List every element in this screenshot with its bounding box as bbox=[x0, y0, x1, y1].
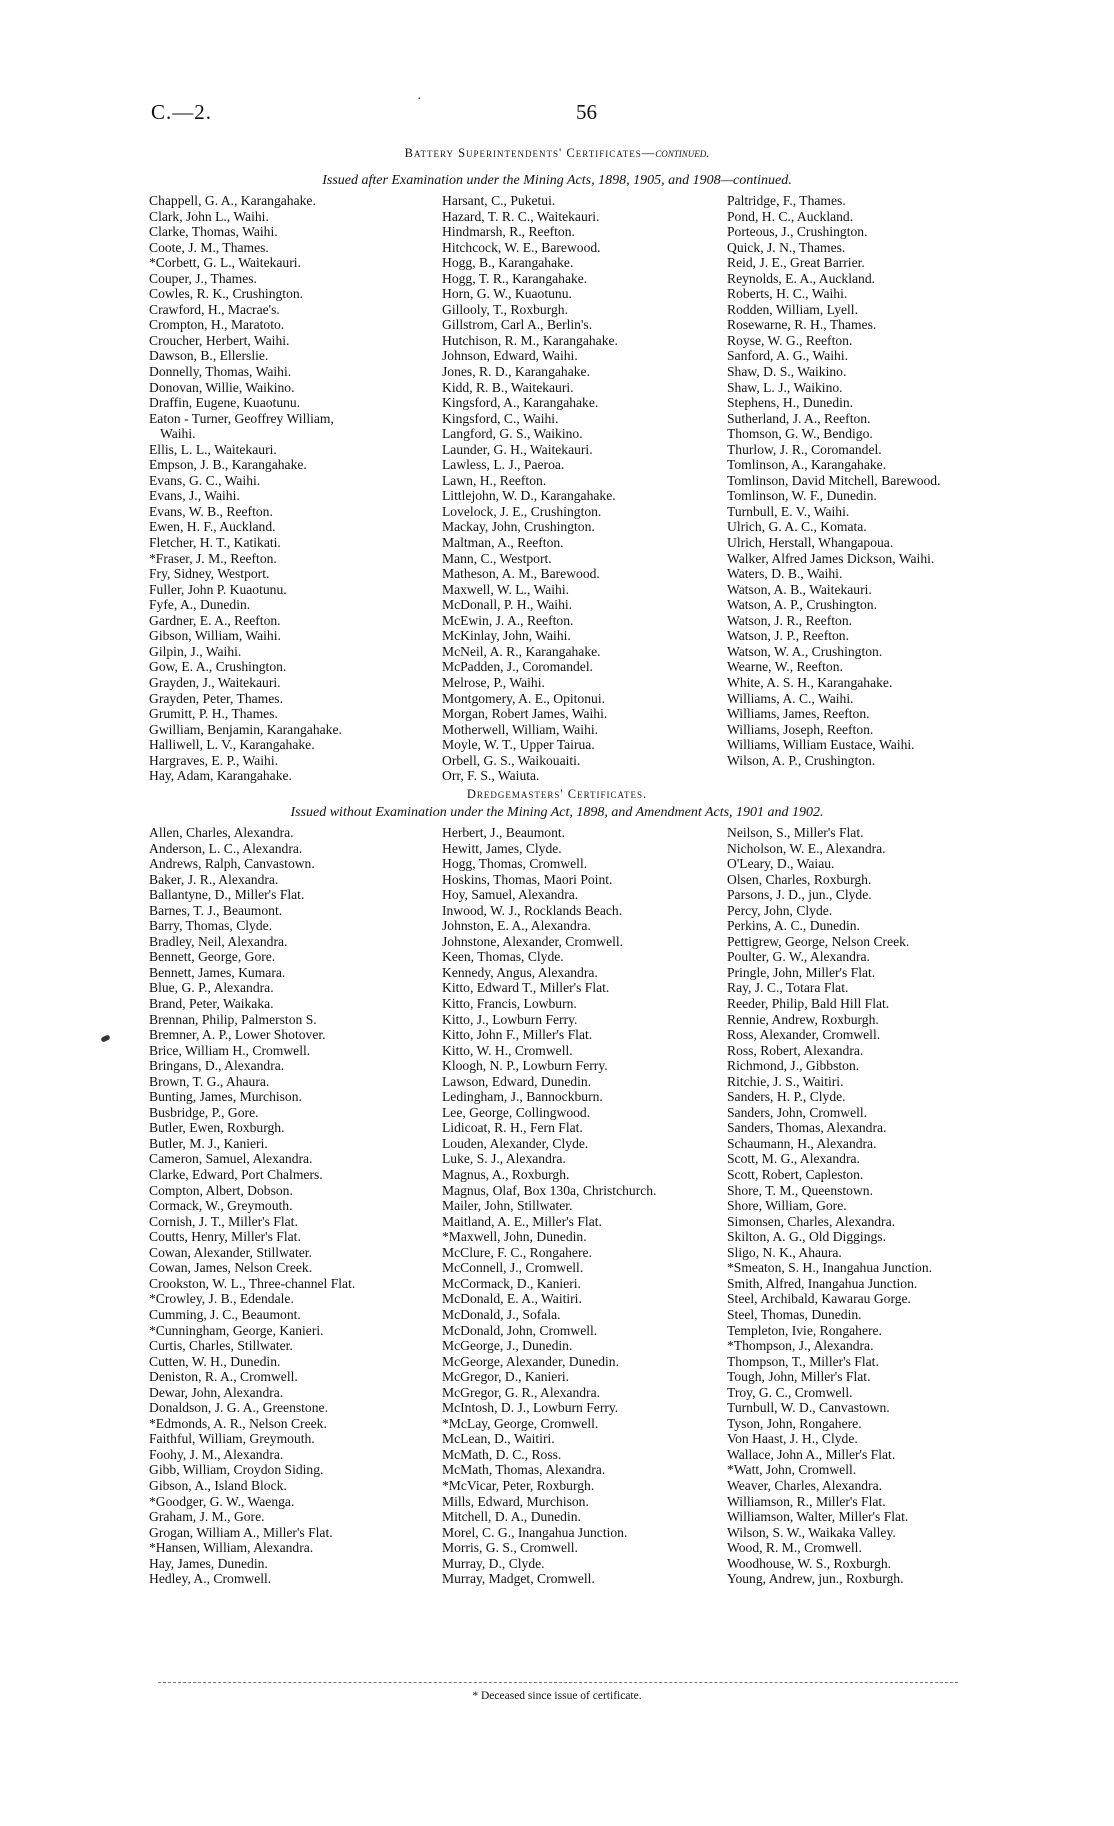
list-item: Orr, F. S., Waiuta. bbox=[442, 768, 540, 784]
list-item: Percy, John, Clyde. bbox=[727, 902, 833, 918]
list-item: Bremner, A. P., Lower Shotover. bbox=[149, 1027, 326, 1043]
list-item: Paltridge, F., Thames. bbox=[727, 193, 846, 208]
list-item: Ross, Alexander, Cromwell. bbox=[727, 1027, 881, 1043]
page-number: 56 bbox=[576, 100, 597, 124]
list-item: Woodhouse, W. S., Roxburgh. bbox=[727, 1555, 892, 1571]
battery-section-title bbox=[0, 146, 1114, 161]
list-item: *Corbett, G. L., Waitekauri. bbox=[149, 255, 301, 271]
list-item: Gillstrom, Carl A., Berlin's. bbox=[442, 317, 593, 333]
list-item: Cowan, Alexander, Stillwater. bbox=[149, 1244, 312, 1260]
list-item: Mann, C., Westport. bbox=[442, 550, 552, 566]
list-item: Ledingham, J., Bannockburn. bbox=[442, 1089, 603, 1105]
list-item: Harsant, C., Puketui. bbox=[442, 193, 556, 208]
list-item: Rodden, William, Lyell. bbox=[727, 301, 858, 317]
list-item: Launder, G. H., Waitekauri. bbox=[442, 441, 593, 457]
list-item: Von Haast, J. H., Clyde. bbox=[727, 1431, 858, 1447]
list-item: Hay, James, Dunedin. bbox=[149, 1555, 268, 1571]
list-item: Donovan, Willie, Waikino. bbox=[149, 379, 295, 395]
list-item: Cumming, J. C., Beaumont. bbox=[149, 1306, 301, 1322]
list-item: Littlejohn, W. D., Karangahake. bbox=[442, 488, 616, 504]
list-item: Watson, W. A., Crushington. bbox=[727, 643, 883, 659]
list-item: Simonsen, Charles, Alexandra. bbox=[727, 1213, 896, 1229]
list-item: Crompton, H., Maratoto. bbox=[149, 317, 285, 333]
list-item: Gibson, William, Waihi. bbox=[149, 628, 281, 644]
list-item: Tomlinson, W. F., Dunedin. bbox=[727, 488, 877, 504]
list-item: Tough, John, Miller's Flat. bbox=[727, 1369, 871, 1385]
list-item: Deniston, R. A., Cromwell. bbox=[149, 1369, 298, 1385]
list-item: Maxwell, W. L., Waihi. bbox=[442, 581, 570, 597]
list-item: McEwin, J. A., Reefton. bbox=[442, 612, 574, 628]
list-item: Johnston, E. A., Alexandra. bbox=[442, 918, 591, 934]
list-item: Tomlinson, David Mitchell, Barewood. bbox=[727, 472, 941, 488]
list-item: Motherwell, William, Waihi. bbox=[442, 721, 599, 737]
list-item: Andrews, Ralph, Canvastown. bbox=[149, 856, 315, 872]
list-item: Maitland, A. E., Miller's Flat. bbox=[442, 1213, 602, 1229]
list-item: Magnus, A., Roxburgh. bbox=[442, 1167, 570, 1183]
list-item: Hogg, Thomas, Cromwell. bbox=[442, 856, 588, 872]
list-item: Ross, Robert, Alexandra. bbox=[727, 1042, 864, 1058]
list-item: Butler, M. J., Kanieri. bbox=[149, 1135, 268, 1151]
dredgemasters-section-subtitle: Issued without Examination under the Mining Act, 1898, and Amendment Acts, 1901 and 1902. bbox=[290, 805, 824, 820]
list-item: Magnus, Olaf, Box 130a, Christchurch. bbox=[442, 1182, 657, 1198]
list-item: Tyson, John, Rongahere. bbox=[727, 1415, 862, 1431]
battery-column-2 bbox=[442, 193, 618, 784]
list-item: Sanders, John, Cromwell. bbox=[727, 1104, 868, 1120]
list-item: McClure, F. C., Rongahere. bbox=[442, 1244, 592, 1260]
list-item: *Crowley, J. B., Edendale. bbox=[149, 1291, 294, 1307]
list-item: Brown, T. G., Ahaura. bbox=[149, 1073, 270, 1089]
list-item: Gardner, E. A., Reefton. bbox=[149, 612, 281, 628]
list-item: Gibson, A., Island Block. bbox=[149, 1477, 287, 1493]
list-item: Wilson, S. W., Waikaka Valley. bbox=[727, 1524, 896, 1540]
list-item: Gilpin, J., Waihi. bbox=[149, 643, 242, 659]
list-item: Lawless, L. J., Paeroa. bbox=[442, 457, 565, 473]
list-item: Evans, J., Waihi. bbox=[149, 488, 240, 504]
list-item: Brand, Peter, Waikaka. bbox=[149, 996, 274, 1012]
list-item: Clark, John L., Waihi. bbox=[149, 208, 269, 224]
list-item: Eaton - Turner, Geoffrey William, bbox=[149, 410, 334, 426]
list-item: Troy, G. C., Cromwell. bbox=[727, 1384, 853, 1400]
footnote-rule bbox=[158, 1682, 958, 1683]
list-item: *McVicar, Peter, Roxburgh. bbox=[442, 1477, 595, 1493]
list-item: Louden, Alexander, Clyde. bbox=[442, 1135, 589, 1151]
list-item: Bringans, D., Alexandra. bbox=[149, 1058, 285, 1074]
list-item: Hogg, B., Karangahake. bbox=[442, 255, 574, 271]
list-item: Chappell, G. A., Karangahake. bbox=[149, 193, 316, 208]
list-item: Coote, J. M., Thames. bbox=[149, 239, 269, 255]
list-item: Fletcher, H. T., Katikati. bbox=[149, 535, 281, 551]
list-item: Perkins, A. C., Dunedin. bbox=[727, 918, 860, 934]
list-item: Graham, J. M., Gore. bbox=[149, 1509, 265, 1525]
list-item: Williamson, Walter, Miller's Flat. bbox=[727, 1509, 909, 1525]
list-item: Blue, G. P., Alexandra. bbox=[149, 980, 274, 996]
list-item: Cornish, J. T., Miller's Flat. bbox=[149, 1213, 298, 1229]
list-item: Orbell, G. S., Waikouaiti. bbox=[442, 752, 581, 768]
list-item: Brennan, Philip, Palmerston S. bbox=[149, 1011, 317, 1027]
list-item: Skilton, A. G., Old Diggings. bbox=[727, 1229, 886, 1245]
list-item: Maltman, A., Reefton. bbox=[442, 535, 564, 551]
list-item: Wallace, John A., Miller's Flat. bbox=[727, 1446, 896, 1462]
list-item: Clarke, Thomas, Waihi. bbox=[149, 224, 278, 240]
list-item: White, A. S. H., Karangahake. bbox=[727, 674, 893, 690]
list-item: Kitto, W. H., Cromwell. bbox=[442, 1042, 573, 1058]
list-item: Thomson, G. W., Bendigo. bbox=[727, 426, 873, 442]
list-item: Herbert, J., Beaumont. bbox=[442, 825, 566, 840]
list-item: Grogan, William A., Miller's Flat. bbox=[149, 1524, 333, 1540]
list-item: Cutten, W. H., Dunedin. bbox=[149, 1353, 281, 1369]
list-item: O'Leary, D., Waiau. bbox=[727, 856, 835, 872]
list-item: Shore, William, Gore. bbox=[727, 1198, 847, 1214]
list-item: Pond, H. C., Auckland. bbox=[727, 208, 854, 224]
list-item: Barry, Thomas, Clyde. bbox=[149, 918, 273, 934]
page-identifier: C.—2. bbox=[151, 100, 213, 124]
list-item: Baker, J. R., Alexandra. bbox=[149, 871, 279, 887]
list-item: Anderson, L. C., Alexandra. bbox=[149, 840, 303, 856]
list-item: Hedley, A., Cromwell. bbox=[149, 1571, 272, 1587]
dredgemasters-column-2 bbox=[442, 825, 656, 1587]
list-item: Sanders, H. P., Clyde. bbox=[727, 1089, 846, 1105]
list-item: Evans, W. B., Reefton. bbox=[149, 503, 273, 519]
list-item: Mackay, John, Crushington. bbox=[442, 519, 595, 535]
list-item: McGeorge, Alexander, Dunedin. bbox=[442, 1353, 620, 1369]
list-item: Wearne, W., Reefton. bbox=[727, 659, 843, 675]
list-item: Kidd, R. B., Waitekauri. bbox=[442, 379, 574, 395]
list-item: Watson, A. P., Crushington. bbox=[727, 597, 877, 613]
list-item: McGeorge, J., Dunedin. bbox=[442, 1338, 573, 1354]
list-item: Quick, J. N., Thames. bbox=[727, 239, 846, 255]
list-item: Wilson, A. P., Crushington. bbox=[727, 752, 876, 768]
list-item: Shaw, D. S., Waikino. bbox=[727, 364, 847, 380]
list-item: McMath, D. C., Ross. bbox=[442, 1446, 562, 1462]
list-item: Nicholson, W. E., Alexandra. bbox=[727, 840, 886, 856]
list-item: Weaver, Charles, Alexandra. bbox=[727, 1477, 882, 1493]
list-item: Hutchison, R. M., Karangahake. bbox=[442, 332, 618, 348]
list-item: *Watt, John, Cromwell. bbox=[727, 1462, 857, 1478]
list-item: Moyle, W. T., Upper Tairua. bbox=[442, 737, 595, 753]
list-item: Mailer, John, Stillwater. bbox=[442, 1198, 573, 1214]
list-item: Morgan, Robert James, Waihi. bbox=[442, 706, 608, 722]
list-item: Hay, Adam, Karangahake. bbox=[149, 768, 292, 784]
list-item: Matheson, A. M., Barewood. bbox=[442, 566, 600, 582]
battery-column-3 bbox=[727, 193, 941, 768]
list-item: Fry, Sidney, Westport. bbox=[149, 566, 270, 582]
list-item: Barnes, T. J., Beaumont. bbox=[149, 902, 283, 918]
list-item: Hoskins, Thomas, Maori Point. bbox=[442, 871, 613, 887]
list-item: Pringle, John, Miller's Flat. bbox=[727, 964, 876, 980]
list-item: Crookston, W. L., Three-channel Flat. bbox=[149, 1275, 356, 1291]
list-item: Thurlow, J. R., Coromandel. bbox=[727, 441, 882, 457]
list-item: Olsen, Charles, Roxburgh. bbox=[727, 871, 872, 887]
list-item: *Fraser, J. M., Reefton. bbox=[149, 550, 277, 566]
list-item: Kloogh, N. P., Lowburn Ferry. bbox=[442, 1058, 608, 1074]
list-item: Wood, R. M., Cromwell. bbox=[727, 1540, 862, 1556]
list-item: Gillooly, T., Roxburgh. bbox=[442, 301, 568, 317]
list-item: Ulrich, Herstall, Whangapoua. bbox=[727, 535, 894, 551]
list-item: Reynolds, E. A., Auckland. bbox=[727, 270, 876, 286]
list-item: Clarke, Edward, Port Chalmers. bbox=[149, 1167, 323, 1183]
list-item: Donnelly, Thomas, Waihi. bbox=[149, 364, 292, 380]
battery-title-text: Battery Superintendents' Certificates— bbox=[404, 146, 656, 160]
list-item: Thompson, T., Miller's Flat. bbox=[727, 1353, 879, 1369]
list-item: Donaldson, J. G. A., Greenstone. bbox=[149, 1400, 328, 1416]
footnote: * Deceased since issue of certificate. bbox=[472, 1690, 642, 1702]
list-item: Sutherland, J. A., Reefton. bbox=[727, 410, 871, 426]
list-item: Rosewarne, R. H., Thames. bbox=[727, 317, 877, 333]
list-item: Kingsford, C., Waihi. bbox=[442, 410, 559, 426]
ink-mark: · bbox=[417, 92, 422, 107]
list-item: Curtis, Charles, Stillwater. bbox=[149, 1338, 293, 1354]
list-item: Fuller, John P. Kuaotunu. bbox=[149, 581, 287, 597]
list-item: Grumitt, P. H., Thames. bbox=[149, 706, 278, 722]
list-item: Grayden, J., Waitekauri. bbox=[149, 674, 281, 690]
list-item: Williams, William Eustace, Waihi. bbox=[727, 737, 915, 753]
list-item: Mitchell, D. A., Dunedin. bbox=[442, 1509, 581, 1525]
list-item: *Cunningham, George, Kanieri. bbox=[149, 1322, 324, 1338]
list-item: Watson, J. R., Reefton. bbox=[727, 612, 853, 628]
list-item: McKinlay, John, Waihi. bbox=[442, 628, 571, 644]
list-item: Waihi. bbox=[160, 426, 196, 442]
list-item: Murray, Madget, Cromwell. bbox=[442, 1571, 595, 1587]
list-item: Langford, G. S., Waikino. bbox=[442, 426, 583, 442]
list-item: Couper, J., Thames. bbox=[149, 270, 257, 286]
list-item: McDonald, E. A., Waitiri. bbox=[442, 1291, 582, 1307]
list-item: *Smeaton, S. H., Inangahua Junction. bbox=[727, 1260, 933, 1276]
list-item: Pettigrew, George, Nelson Creek. bbox=[727, 933, 910, 949]
list-item: Gibb, William, Croydon Siding. bbox=[149, 1462, 324, 1478]
list-item: Murray, D., Clyde. bbox=[442, 1555, 545, 1571]
list-item: Hazard, T. R. C., Waitekauri. bbox=[442, 208, 600, 224]
list-item: McDonald, John, Cromwell. bbox=[442, 1322, 598, 1338]
list-item: Williams, A. C., Waihi. bbox=[727, 690, 854, 706]
list-item: Coutts, Henry, Miller's Flat. bbox=[149, 1229, 301, 1245]
list-item: McGregor, G. R., Alexandra. bbox=[442, 1384, 601, 1400]
list-item: *Thompson, J., Alexandra. bbox=[727, 1338, 874, 1354]
list-item: Foohy, J. M., Alexandra. bbox=[149, 1446, 284, 1462]
list-item: Kitto, J., Lowburn Ferry. bbox=[442, 1011, 578, 1027]
list-item: Stephens, H., Dunedin. bbox=[727, 395, 854, 411]
list-item: *Hansen, William, Alexandra. bbox=[149, 1540, 314, 1556]
list-item: Templeton, Ivie, Rongahere. bbox=[727, 1322, 882, 1338]
list-item: Williams, James, Reefton. bbox=[727, 706, 870, 722]
list-item: Bunting, James, Murchison. bbox=[149, 1089, 302, 1105]
list-item: Dawson, B., Ellerslie. bbox=[149, 348, 269, 364]
list-item: Watson, J. P., Reefton. bbox=[727, 628, 849, 644]
list-item: Busbridge, P., Gore. bbox=[149, 1104, 259, 1120]
list-item: Shore, T. M., Queenstown. bbox=[727, 1182, 873, 1198]
list-item: Melrose, P., Waihi. bbox=[442, 674, 545, 690]
list-item: Inwood, W. J., Rocklands Beach. bbox=[442, 902, 623, 918]
list-item: Luke, S. J., Alexandra. bbox=[442, 1151, 566, 1167]
list-item: *McLay, George, Cromwell. bbox=[442, 1415, 599, 1431]
list-item: Ewen, H. F., Auckland. bbox=[149, 519, 276, 535]
list-item: *Edmonds, A. R., Nelson Creek. bbox=[149, 1415, 327, 1431]
list-item: Kitto, John F., Miller's Flat. bbox=[442, 1027, 593, 1043]
list-item: Williams, Joseph, Reefton. bbox=[727, 721, 874, 737]
list-item: Hoy, Samuel, Alexandra. bbox=[442, 887, 579, 903]
list-item: Horn, G. W., Kuaotunu. bbox=[442, 286, 572, 302]
list-item: Williamson, R., Miller's Flat. bbox=[727, 1493, 886, 1509]
list-item: Lawn, H., Reefton. bbox=[442, 472, 547, 488]
list-item: Kitto, Edward T., Miller's Flat. bbox=[442, 980, 610, 996]
list-item: Royse, W. G., Reefton. bbox=[727, 332, 853, 348]
list-item: Steel, Archibald, Kawarau Gorge. bbox=[727, 1291, 911, 1307]
list-item: Sanders, Thomas, Alexandra. bbox=[727, 1120, 887, 1136]
list-item: Allen, Charles, Alexandra. bbox=[149, 825, 294, 840]
list-item: Schaumann, H., Alexandra. bbox=[727, 1135, 877, 1151]
list-item: McDonald, J., Sofala. bbox=[442, 1306, 561, 1322]
list-item: Croucher, Herbert, Waihi. bbox=[149, 332, 290, 348]
dredgemasters-column-3 bbox=[727, 825, 932, 1587]
list-item: Hewitt, James, Clyde. bbox=[442, 840, 562, 856]
list-item: Smith, Alfred, Inangahua Junction. bbox=[727, 1275, 918, 1291]
list-item: Turnbull, E. V., Waihi. bbox=[727, 503, 850, 519]
list-item: McIntosh, D. J., Lowburn Ferry. bbox=[442, 1400, 619, 1416]
battery-title-continued: continued. bbox=[655, 146, 710, 160]
list-item: Faithful, William, Greymouth. bbox=[149, 1431, 315, 1447]
list-item: Young, Andrew, jun., Roxburgh. bbox=[727, 1571, 904, 1587]
battery-column-1 bbox=[149, 193, 342, 784]
list-item: Empson, J. B., Karangahake. bbox=[149, 457, 307, 473]
list-item: Ritchie, J. S., Waitiri. bbox=[727, 1073, 844, 1089]
list-item: Draffin, Eugene, Kuaotunu. bbox=[149, 395, 301, 411]
list-item: Ulrich, G. A. C., Komata. bbox=[727, 519, 867, 535]
list-item: Lee, George, Collingwood. bbox=[442, 1104, 591, 1120]
list-item: Rennie, Andrew, Roxburgh. bbox=[727, 1011, 879, 1027]
list-item: Fyfe, A., Dunedin. bbox=[149, 597, 251, 613]
list-item: Hargraves, E. P., Waihi. bbox=[149, 752, 279, 768]
list-item: McCormack, D., Kanieri. bbox=[442, 1275, 581, 1291]
list-item: Tomlinson, A., Karangahake. bbox=[727, 457, 887, 473]
list-item: Johnstone, Alexander, Cromwell. bbox=[442, 933, 624, 949]
list-item: Lidicoat, R. H., Fern Flat. bbox=[442, 1120, 583, 1136]
list-item: Scott, Robert, Capleston. bbox=[727, 1167, 864, 1183]
battery-section-subtitle: Issued after Examination under the Mining Acts, 1898, 1905, and 1908—continued. bbox=[322, 173, 792, 188]
list-item: Watson, A. B., Waitekauri. bbox=[727, 581, 872, 597]
list-item: Lawson, Edward, Dunedin. bbox=[442, 1073, 592, 1089]
list-item: Hindmarsh, R., Reefton. bbox=[442, 224, 575, 240]
list-item: Reid, J. E., Great Barrier. bbox=[727, 255, 865, 271]
list-item: Johnson, Edward, Waihi. bbox=[442, 348, 578, 364]
list-item: Ballantyne, D., Miller's Flat. bbox=[149, 887, 305, 903]
list-item: Compton, Albert, Dobson. bbox=[149, 1182, 293, 1198]
list-item: Bennett, James, Kumara. bbox=[149, 964, 286, 980]
list-item: Sanford, A. G., Waihi. bbox=[727, 348, 848, 364]
list-item: Parsons, J. D., jun., Clyde. bbox=[727, 887, 872, 903]
list-item: Crawford, H., Macrae's. bbox=[149, 301, 280, 317]
list-item: McDonall, P. H., Waihi. bbox=[442, 597, 573, 613]
list-item: *Goodger, G. W., Waenga. bbox=[149, 1493, 295, 1509]
list-item: Brice, William H., Cromwell. bbox=[149, 1042, 311, 1058]
list-item: Waters, D. B., Waihi. bbox=[727, 566, 843, 582]
list-item: Kitto, Francis, Lowburn. bbox=[442, 996, 577, 1012]
list-item: Hogg, T. R., Karangahake. bbox=[442, 270, 588, 286]
list-item: Reeder, Philip, Bald Hill Flat. bbox=[727, 996, 890, 1012]
list-item: Porteous, J., Crushington. bbox=[727, 224, 868, 240]
list-item: Cameron, Samuel, Alexandra. bbox=[149, 1151, 313, 1167]
list-item: Halliwell, L. V., Karangahake. bbox=[149, 737, 315, 753]
list-item: Jones, R. D., Karangahake. bbox=[442, 364, 590, 380]
list-item: Cowan, James, Nelson Creek. bbox=[149, 1260, 313, 1276]
list-item: Ellis, L. L., Waitekauri. bbox=[149, 441, 277, 457]
list-item: Keen, Thomas, Clyde. bbox=[442, 949, 564, 965]
list-item: Bradley, Neil, Alexandra. bbox=[149, 933, 288, 949]
list-item: Walker, Alfred James Dickson, Waihi. bbox=[727, 550, 935, 566]
list-item: Mills, Edward, Murchison. bbox=[442, 1493, 589, 1509]
list-item: Evans, G. C., Waihi. bbox=[149, 472, 261, 488]
list-item: Lovelock, J. E., Crushington. bbox=[442, 503, 602, 519]
dredgemasters-section-title: Dredgemasters' Certificates. bbox=[466, 787, 648, 801]
dredgemasters-column-1 bbox=[149, 825, 355, 1587]
list-item: Dewar, John, Alexandra. bbox=[149, 1384, 284, 1400]
ink-speck bbox=[100, 1034, 110, 1042]
list-item: Ray, J. C., Totara Flat. bbox=[727, 980, 849, 996]
list-item: Kingsford, A., Karangahake. bbox=[442, 395, 599, 411]
list-item: Roberts, H. C., Waihi. bbox=[727, 286, 848, 302]
list-item: McMath, Thomas, Alexandra. bbox=[442, 1462, 606, 1478]
list-item: Cowles, R. K., Crushington. bbox=[149, 286, 304, 302]
list-item: Morris, G. S., Cromwell. bbox=[442, 1540, 578, 1556]
list-item: Scott, M. G., Alexandra. bbox=[727, 1151, 860, 1167]
list-item: *Maxwell, John, Dunedin. bbox=[442, 1229, 587, 1245]
list-item: Neilson, S., Miller's Flat. bbox=[727, 825, 864, 840]
list-item: McPadden, J., Coromandel. bbox=[442, 659, 594, 675]
list-item: Sligo, N. K., Ahaura. bbox=[727, 1244, 842, 1260]
list-item: McConnell, J., Cromwell. bbox=[442, 1260, 584, 1276]
list-item: Bennett, George, Gore. bbox=[149, 949, 276, 965]
list-item: Gow, E. A., Crushington. bbox=[149, 659, 287, 675]
list-item: Cormack, W., Greymouth. bbox=[149, 1198, 293, 1214]
list-item: McLean, D., Waitiri. bbox=[442, 1431, 555, 1447]
list-item: Kennedy, Angus, Alexandra. bbox=[442, 964, 598, 980]
list-item: McGregor, D., Kanieri. bbox=[442, 1369, 570, 1385]
list-item: McNeil, A. R., Karangahake. bbox=[442, 643, 601, 659]
list-item: Gwilliam, Benjamin, Karangahake. bbox=[149, 721, 342, 737]
list-item: Morel, C. G., Inangahua Junction. bbox=[442, 1524, 628, 1540]
list-item: Hitchcock, W. E., Barewood. bbox=[442, 239, 601, 255]
list-item: Poulter, G. W., Alexandra. bbox=[727, 949, 870, 965]
list-item: Butler, Ewen, Roxburgh. bbox=[149, 1120, 285, 1136]
list-item: Richmond, J., Gibbston. bbox=[727, 1058, 860, 1074]
list-item: Shaw, L. J., Waikino. bbox=[727, 379, 843, 395]
list-item: Montgomery, A. E., Opitonui. bbox=[442, 690, 605, 706]
list-item: Turnbull, W. D., Canvastown. bbox=[727, 1400, 890, 1416]
list-item: Steel, Thomas, Dunedin. bbox=[727, 1306, 862, 1322]
list-item: Grayden, Peter, Thames. bbox=[149, 690, 283, 706]
